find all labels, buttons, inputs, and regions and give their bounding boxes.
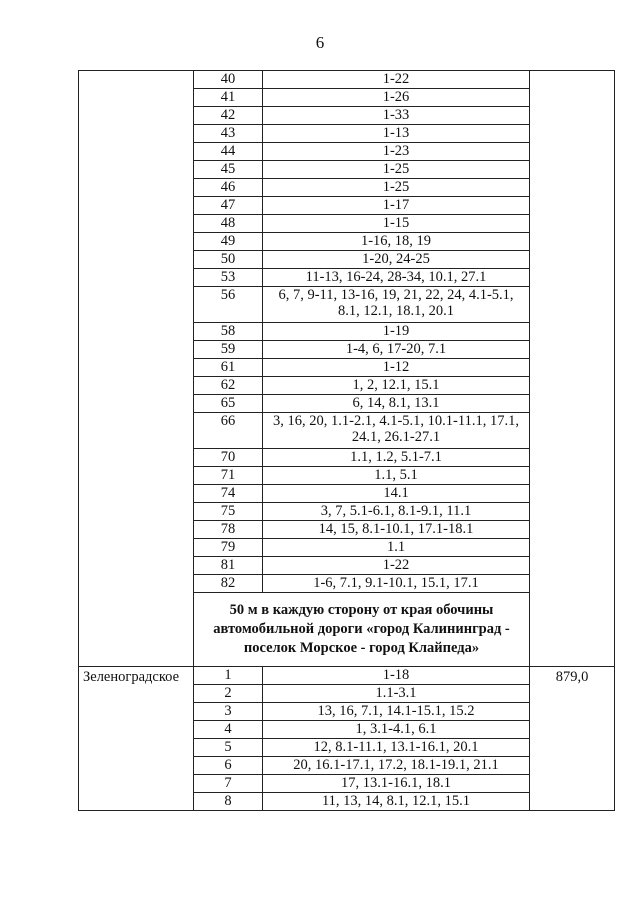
quarter-number: 49 — [194, 233, 263, 251]
table-row — [79, 667, 615, 685]
plot-numbers: 1, 3.1-4.1, 6.1 — [263, 721, 530, 739]
plot-numbers: 1-22 — [263, 557, 530, 575]
plot-numbers: 1-6, 7.1, 9.1-10.1, 15.1, 17.1 — [263, 575, 530, 593]
quarter-number: 3 — [194, 703, 263, 721]
plot-numbers: 1-22 — [263, 71, 530, 89]
quarter-number: 71 — [194, 467, 263, 485]
page-number: 6 — [315, 33, 325, 52]
quarter-number: 40 — [194, 71, 263, 89]
plot-numbers: 1-23 — [263, 143, 530, 161]
quarter-number: 70 — [194, 449, 263, 467]
plot-numbers: 1-33 — [263, 107, 530, 125]
plot-numbers: 1-20, 24-25 — [263, 251, 530, 269]
quarter-number: 58 — [194, 323, 263, 341]
quarter-number: 44 — [194, 143, 263, 161]
plot-numbers: 1-25 — [263, 179, 530, 197]
quarter-number: 75 — [194, 503, 263, 521]
plot-numbers: 1.1-3.1 — [263, 685, 530, 703]
plot-numbers: 1.1, 1.2, 5.1-7.1 — [263, 449, 530, 467]
quarter-number: 43 — [194, 125, 263, 143]
quarter-number: 56 — [194, 287, 263, 323]
quarter-number: 4 — [194, 721, 263, 739]
quarter-number: 48 — [194, 215, 263, 233]
quarter-number: 53 — [194, 269, 263, 287]
plot-numbers: 1-17 — [263, 197, 530, 215]
plot-numbers: 3, 16, 20, 1.1-2.1, 4.1-5.1, 10.1-11.1, 17.1, 24.1, 26.1-27.1 — [263, 413, 530, 449]
area-cell — [530, 71, 615, 667]
quarter-number: 50 — [194, 251, 263, 269]
plot-numbers: 1.1 — [263, 539, 530, 557]
plot-numbers: 1, 2, 12.1, 15.1 — [263, 377, 530, 395]
settlement-area: 879,0 — [530, 667, 615, 811]
plot-numbers: 1-26 — [263, 89, 530, 107]
plot-numbers: 1-15 — [263, 215, 530, 233]
quarter-number: 81 — [194, 557, 263, 575]
plot-numbers: 1-25 — [263, 161, 530, 179]
plot-numbers: 11, 13, 14, 8.1, 12.1, 15.1 — [263, 793, 530, 811]
plot-numbers: 6, 7, 9-11, 13-16, 19, 21, 22, 24, 4.1-5.1, 8.1, 12.1, 18.1, 20.1 — [263, 287, 530, 323]
quarter-number: 2 — [194, 685, 263, 703]
plot-numbers: 17, 13.1-16.1, 18.1 — [263, 775, 530, 793]
plot-numbers: 6, 14, 8.1, 13.1 — [263, 395, 530, 413]
road-buffer-note: 50 м в каждую сторону от края обочины автомобильной дороги «город Калининград - поселок Морское - город Клайпеда» — [194, 593, 530, 667]
quarter-number: 45 — [194, 161, 263, 179]
plot-numbers: 14.1 — [263, 485, 530, 503]
plot-numbers: 1-13 — [263, 125, 530, 143]
quarter-number: 42 — [194, 107, 263, 125]
quarter-number: 41 — [194, 89, 263, 107]
quarter-number: 47 — [194, 197, 263, 215]
quarter-number: 46 — [194, 179, 263, 197]
quarter-number: 6 — [194, 757, 263, 775]
plot-numbers: 1.1, 5.1 — [263, 467, 530, 485]
quarter-number: 59 — [194, 341, 263, 359]
plot-numbers: 14, 15, 8.1-10.1, 17.1-18.1 — [263, 521, 530, 539]
quarter-number: 82 — [194, 575, 263, 593]
quarter-number: 8 — [194, 793, 263, 811]
quarter-number: 78 — [194, 521, 263, 539]
quarter-number: 79 — [194, 539, 263, 557]
settlement-name: Зеленоградское — [79, 667, 194, 811]
table-row — [79, 71, 615, 89]
settlement-name-cell — [79, 71, 194, 667]
plot-numbers: 1-19 — [263, 323, 530, 341]
quarter-number: 61 — [194, 359, 263, 377]
land-plots-table — [78, 70, 615, 811]
quarter-number: 62 — [194, 377, 263, 395]
quarter-number: 66 — [194, 413, 263, 449]
quarter-number: 7 — [194, 775, 263, 793]
quarter-number: 74 — [194, 485, 263, 503]
plot-numbers: 12, 8.1-11.1, 13.1-16.1, 20.1 — [263, 739, 530, 757]
plot-numbers: 1-4, 6, 17-20, 7.1 — [263, 341, 530, 359]
plot-numbers: 1-18 — [263, 667, 530, 685]
quarter-number: 1 — [194, 667, 263, 685]
plot-numbers: 20, 16.1-17.1, 17.2, 18.1-19.1, 21.1 — [263, 757, 530, 775]
plot-numbers: 1-12 — [263, 359, 530, 377]
plot-numbers: 11-13, 16-24, 28-34, 10.1, 27.1 — [263, 269, 530, 287]
plot-numbers: 1-16, 18, 19 — [263, 233, 530, 251]
quarter-number: 65 — [194, 395, 263, 413]
plot-numbers: 3, 7, 5.1-6.1, 8.1-9.1, 11.1 — [263, 503, 530, 521]
plot-numbers: 13, 16, 7.1, 14.1-15.1, 15.2 — [263, 703, 530, 721]
quarter-number: 5 — [194, 739, 263, 757]
table-body — [79, 71, 615, 811]
